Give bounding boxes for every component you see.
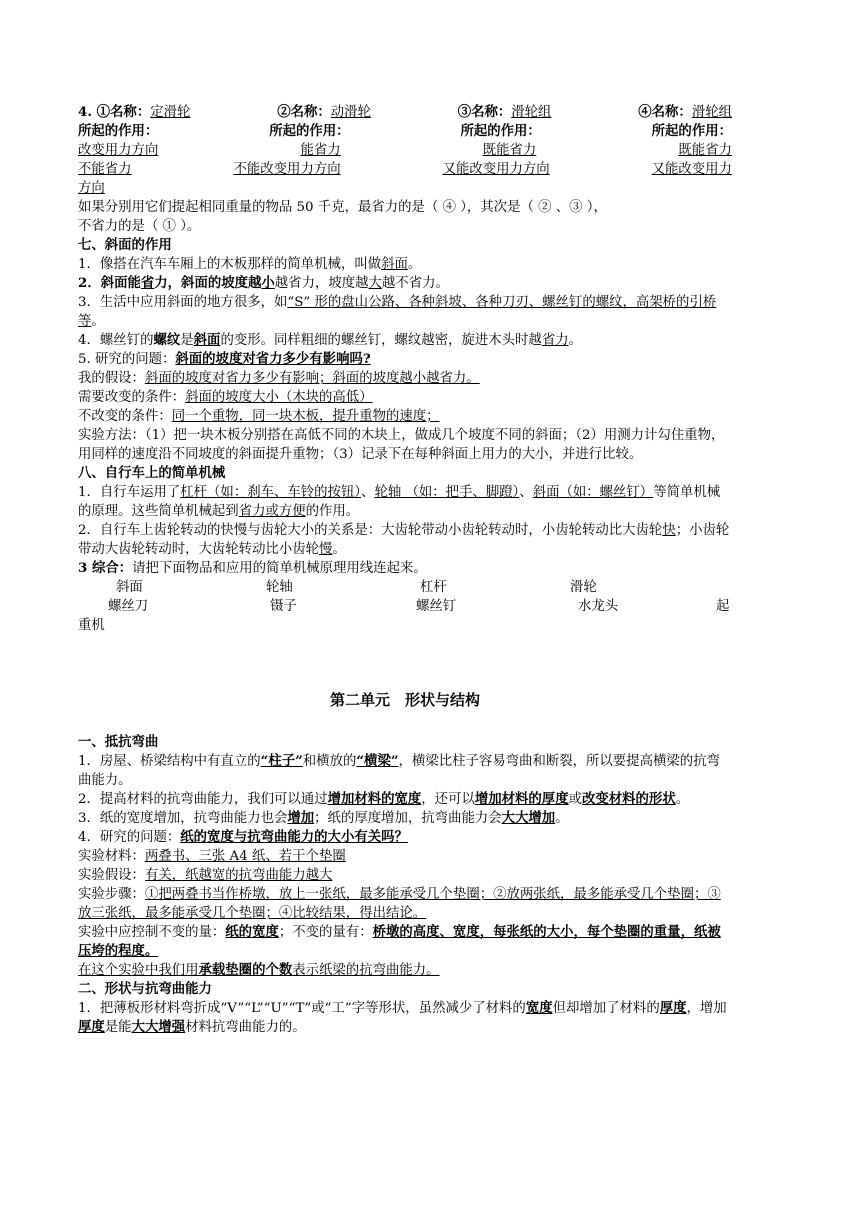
unit2-section2-title: 二、形状与抗弯曲能力 [78, 981, 212, 997]
unit2-q1: 1．把薄板形材料弯折成“V”“L”“U”“T”或“工”字等形状，虽然减少了材料的宽度但却增加了材料的厚度，增加厚度是能大大增强材料抗弯曲能力的。 [78, 1000, 727, 1035]
effect-1a: 改变用力方向 [78, 143, 159, 158]
match-row-c: 重机 [78, 618, 105, 633]
pulley-name-2: ②名称：动滑轮 [277, 104, 371, 120]
match-row-a [78, 578, 732, 597]
match-slope: 斜面 [116, 580, 143, 595]
match-screwdriver: 螺丝刀 [108, 599, 149, 614]
effect-3a: 既能省力 [482, 143, 537, 158]
unit2-section1-title: 一、抵抗弯曲 [78, 734, 159, 750]
match-pulley: 滑轮 [570, 580, 597, 595]
pulley-name-3: ③名称：滑轮组 [457, 104, 552, 120]
effect-2b: 不能改变用力方向 [233, 162, 341, 177]
effect-4c: 方向 [78, 181, 105, 196]
pulley-name-1: 4. ①名称：定滑轮 [78, 104, 191, 120]
unit2-p9: 在这个实验中我们用承载垫圈的个数表示纸梁的抗弯曲能力。 [78, 962, 440, 978]
effect-4b: 又能改变用力 [651, 162, 732, 177]
match-faucet: 水龙头 [578, 599, 619, 614]
effect-4a: 既能省力 [678, 143, 732, 158]
sec7-line4: 4．螺丝钉的螺纹是斜面的变形。同样粗细的螺丝钉，螺纹越密，旋进木头时越省力。 [78, 332, 582, 348]
effect-label-3: 所起的作用： [460, 123, 541, 139]
document-page [78, 103, 732, 1037]
sec7-line6: 我的假设：斜面的坡度对省力多少有影响；斜面的坡度越小越省力。 [78, 371, 480, 386]
effect-2a: 能省力 [300, 143, 341, 158]
match-wheel-axle: 轮轴 [266, 580, 293, 595]
effect-1b: 不能省力 [78, 162, 132, 177]
unit2-p1: 1．房屋、桥梁结构中有直立的“柱子”和横放的“横梁”，横梁比柱子容易弯曲和断裂，所以要提高横梁的抗弯曲能力。 [78, 753, 720, 788]
effect-3b: 又能改变用力方向 [442, 162, 550, 177]
sec8-line3: 3 综合：请把下面物品和应用的简单机械原理用线连起来。 [78, 560, 427, 576]
pulley-effects-row1 [78, 141, 732, 160]
unit2-p5: 实验材料：两叠书、三张 A4 纸、若干个垫圈 [78, 849, 346, 864]
unit2-p8: 实验中应控制不变的量：纸的宽度；不变的量有：桥墩的高度、宽度，每张纸的大小，每个垫圈的重量，纸被压垮的程度。 [78, 924, 721, 959]
effect-label-4: 所起的作用： [651, 123, 732, 139]
sec7-line9: 实验方法：（1）把一块木板分别搭在高低不同的木块上，做成几个坡度不同的斜面；（2）用测力计勾住重物，用同样的速度沿不同坡度的斜面提升重物；（3）记录下在每种斜面上用力的大小，并进行比较。 [78, 428, 725, 462]
match-row-b [78, 597, 732, 616]
unit2-p7: 实验步骤：①把两叠书当作桥墩，放上一张纸，最多能承受几个垫圈；②放两张纸，最多能承受几个垫圈；③放三张纸，最多能承受几个垫圈；④比较结果，得出结论。 [78, 887, 721, 921]
pulley-question-2: 不省力的是（ ① ）。 [78, 219, 201, 234]
effect-label-1: 所起的作用： [78, 123, 159, 139]
section8-title: 八、自行车上的简单机械 [78, 465, 226, 481]
match-tweezers: 镊子 [270, 599, 297, 614]
effect-label-2: 所起的作用： [269, 123, 350, 139]
sec8-line1: 1．自行车运用了杠杆（如：刹车、车铃的按钮）、轮轴 （如：把手、脚蹬）、斜面（如：螺丝钉）等简单机械的原理。这些简单机械起到省力或方便的作用。 [78, 485, 721, 519]
unit2-title: 第二单元 形状与结构 [329, 691, 480, 709]
sec7-line8: 不改变的条件：同一个重物，同一块木板，提升重物的速度； [78, 409, 440, 424]
sec7-line2: 2．斜面能省力，斜面的坡度越小越省力，坡度越大越不省力。 [78, 275, 449, 291]
pulley-name-4: ④名称：滑轮组 [638, 104, 732, 120]
pulley-effect-labels [78, 122, 732, 141]
unit2-p2: 2．提高材料的抗弯曲能力，我们可以通过增加材料的宽度，还可以增加材料的厚度或改变材料的形状。 [78, 791, 690, 807]
pulley-names-row [78, 103, 732, 122]
unit2-p6: 实验假设：有关，纸越宽的抗弯曲能力越大 [78, 868, 333, 883]
unit2-p4: 4．研究的问题：纸的宽度与抗弯曲能力的大小有关吗？ [78, 829, 408, 845]
sec7-line7: 需要改变的条件：斜面的坡度大小（木块的高低） [78, 390, 373, 405]
sec7-line3: 3．生活中应用斜面的地方很多，如“S” 形的盘山公路、各种斜坡、各种刀刃、螺丝钉的螺纹，高架桥的引桥等。 [78, 295, 717, 329]
sec8-line2: 2．自行车上齿轮转动的快慢与齿轮大小的关系是：大齿轮带动小齿轮转动时，小齿轮转动比大齿轮快；小齿轮带动大齿轮转动时，大齿轮转动比小齿轮慢。 [78, 523, 730, 557]
sec7-line1: 1．像搭在汽车车厢上的木板那样的简单机械，叫做斜面。 [78, 257, 422, 272]
unit2-p3: 3．纸的宽度增加，抗弯曲能力也会增加；纸的厚度增加，抗弯曲能力会大大增加。 [78, 810, 569, 826]
match-crane-start: 起 [716, 599, 730, 614]
match-screw: 螺丝钉 [416, 599, 457, 614]
section7-title: 七、斜面的作用 [78, 237, 172, 253]
match-lever: 杠杆 [420, 580, 447, 595]
pulley-effects-row2 [78, 160, 732, 179]
pulley-question-1: 如果分别用它们提起相同重量的物品 50 千克，最省力的是（ ④ ），其次是（ ② 、③ ）， [78, 200, 607, 215]
sec7-line5: 5. 研究的问题：斜面的坡度对省力多少有影响吗? [78, 351, 371, 367]
